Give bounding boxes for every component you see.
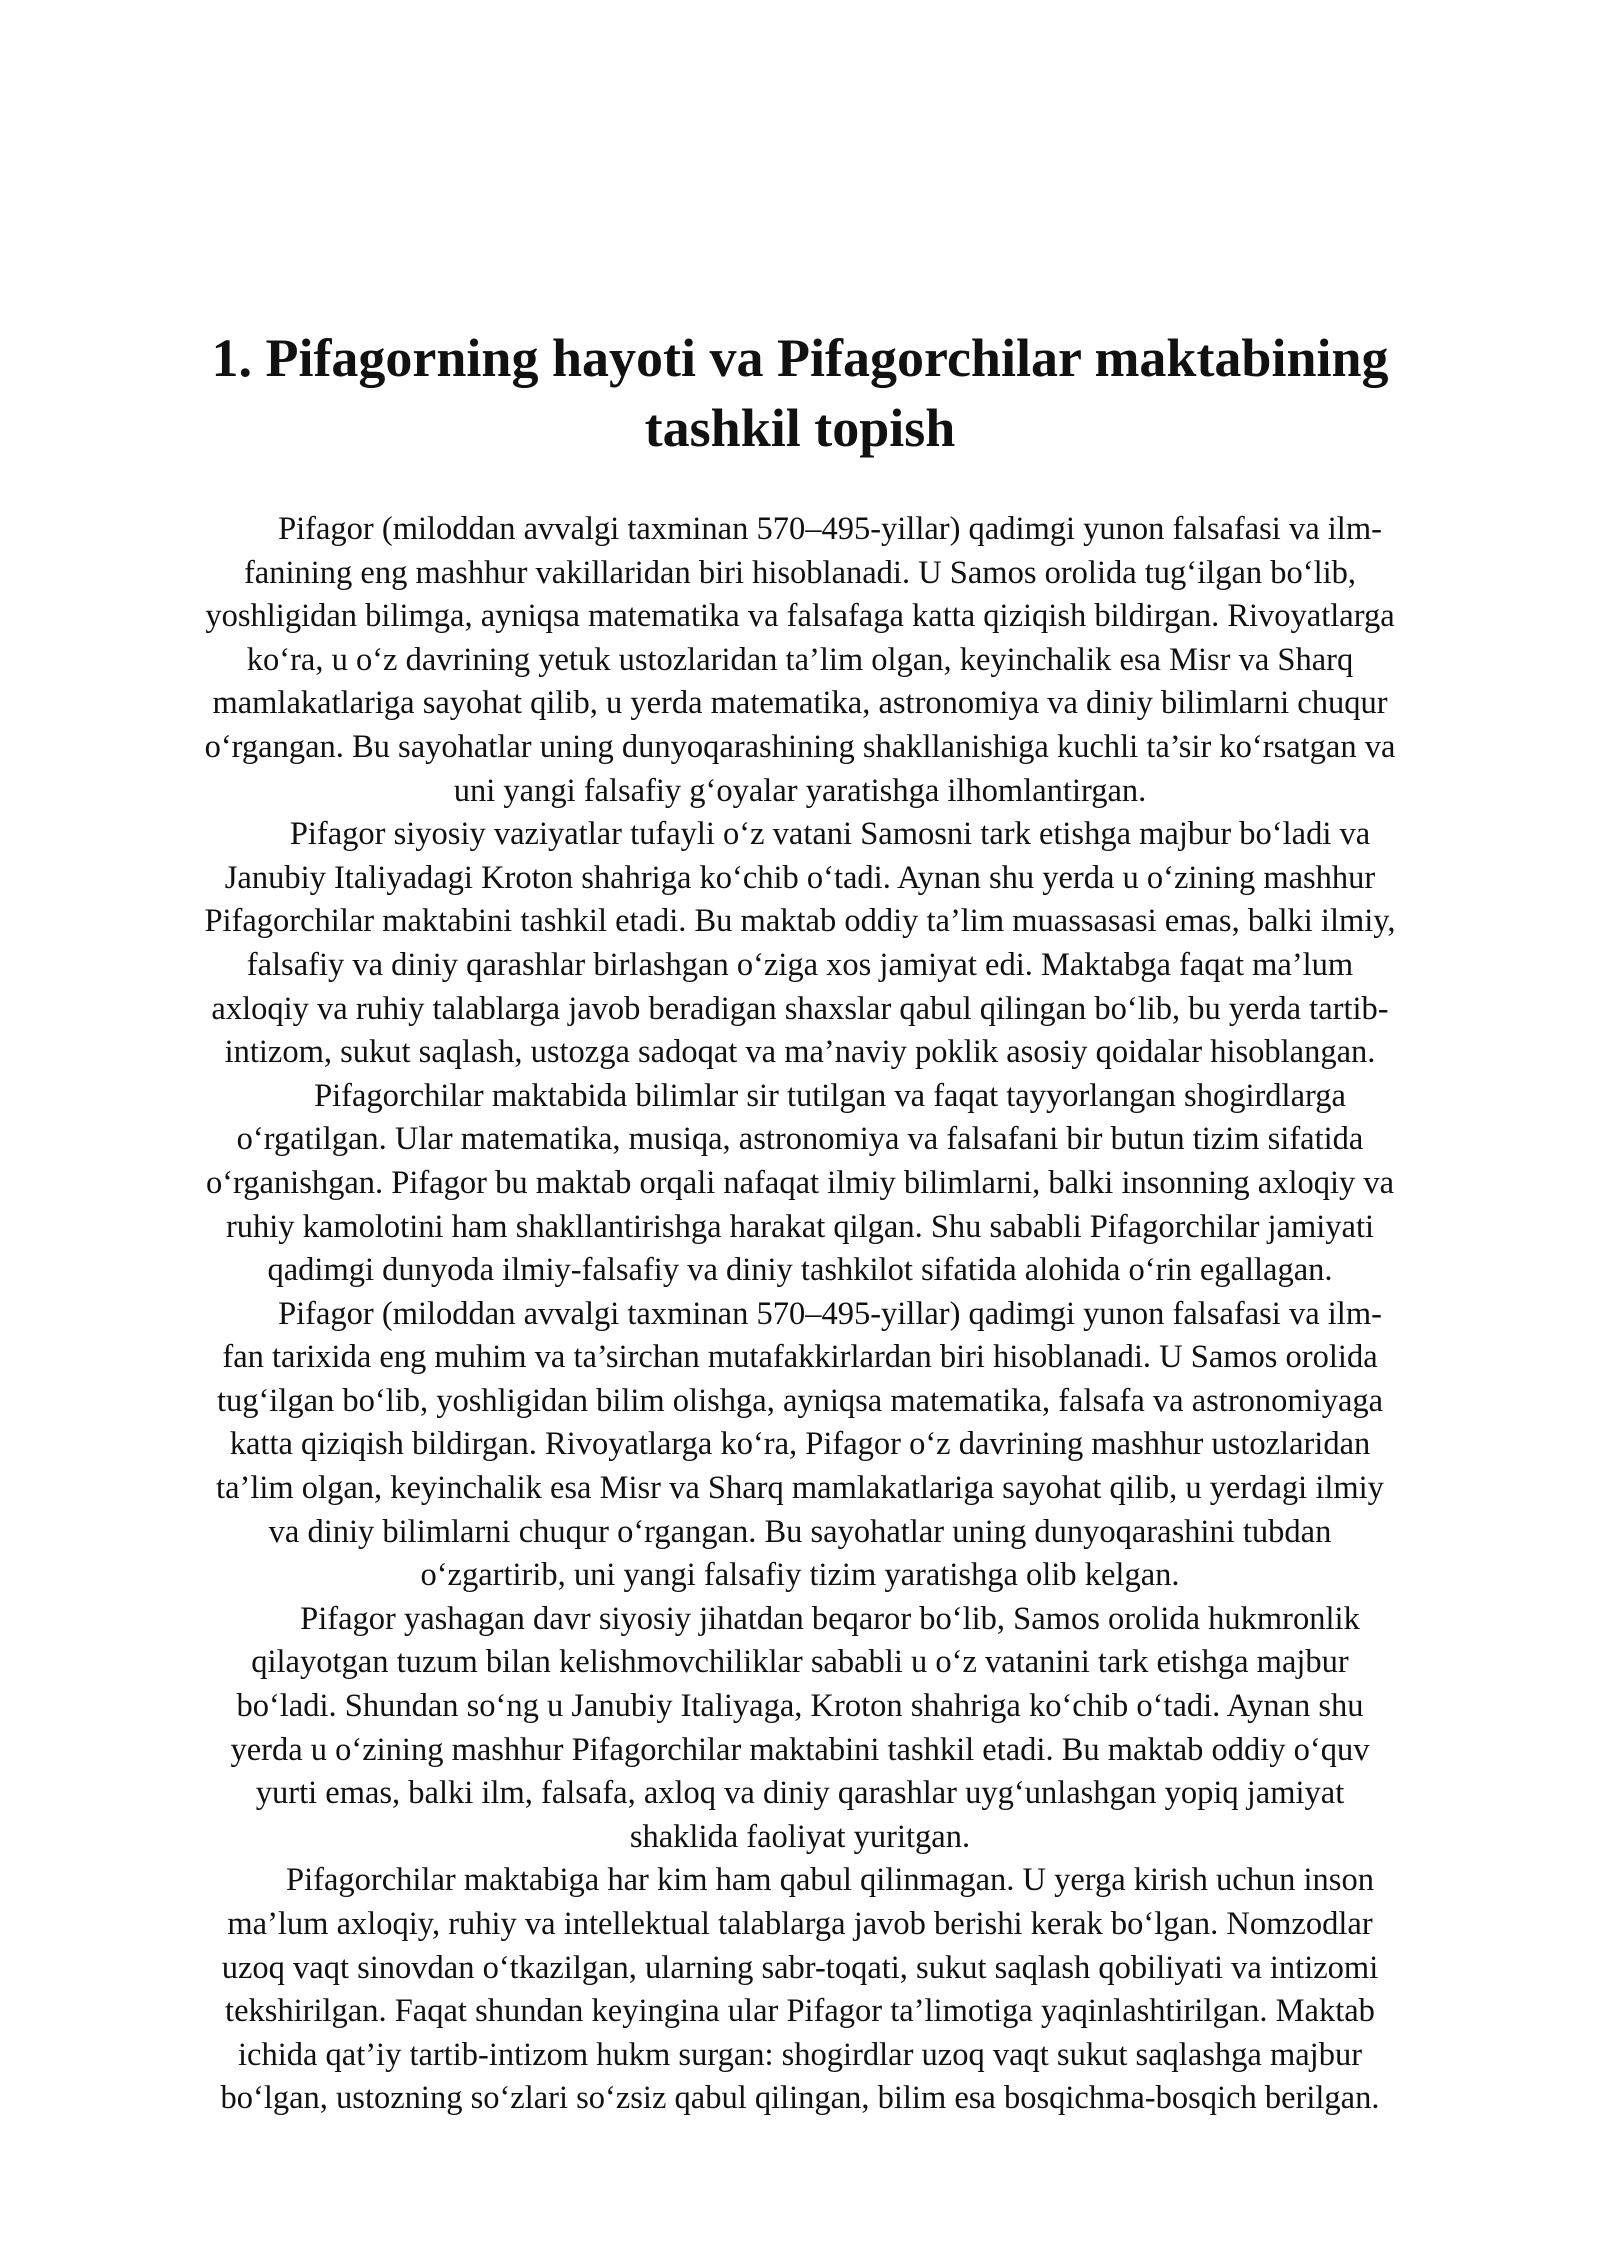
text-line: intizom, sukut saqlash, ustozga sadoqat va ma’naviy poklik asosiy qoidalar hisoblangan. [224, 1034, 1376, 1071]
text-line: yoshligidan bilimga, ayniqsa matematika va falsafaga katta qiziqish bildirgan. Rivoyatlarga [205, 598, 1395, 635]
text-line: ko‘ra, u o‘z davrining yetuk ustozlaridan ta’lim olgan, keyinchalik esa Misr va Sharq [246, 641, 1354, 678]
text-line: o‘rgatilgan. Ular matematika, musiqa, astronomiya va falsafani bir butun tizim sifatida [236, 1121, 1364, 1158]
text-line: o‘zgartirib, uni yangi falsafiy tizim yaratishga olib kelgan. [420, 1557, 1180, 1594]
text-line: ichida qat’iy tartib-intizom hukm surgan: shogirdlar uzoq vaqt sukut saqlashga majbur [237, 2036, 1363, 2073]
text-line: shaklida faoliyat yuritgan. [629, 1818, 971, 1855]
text-line: o‘rgangan. Bu sayohatlar uning dunyoqarashining shakllanishiga kuchli ta’sir ko‘rsatgan va [204, 728, 1396, 765]
text-line: Pifagorchilar maktabiga har kim ham qabul qilinmagan. U yerga kirish uchun inson [286, 1862, 1374, 1899]
text-line: bo‘ladi. Shundan so‘ng u Janubiy Italiyaga, Kroton shahriga ko‘chib o‘tadi. Aynan shu [236, 1688, 1364, 1725]
text-line: fan tarixida eng muhim va ta’sirchan mutafakkirlardan biri hisoblanadi. U Samos orolida [222, 1339, 1378, 1376]
text-line: katta qiziqish bildirgan. Rivoyatlarga ko‘ra, Pifagor o‘z davrining mashhur ustozlaridan [229, 1426, 1371, 1463]
text-line: Pifagor siyosiy vaziyatlar tufayli o‘z vatani Samosni tark etishga majbur bo‘ladi va [289, 816, 1371, 853]
text-line: va diniy bilimlarni chuqur o‘rgangan. Bu sayohatlar uning dunyoqarashini tubdan [268, 1513, 1332, 1550]
text-line: Pifagorchilar maktabida bilimlar sir tutilgan va faqat tayyorlangan shogirdlarga [314, 1077, 1346, 1114]
text-line: ruhiy kamolotini ham shakllantirishga harakat qilgan. Shu sababli Pifagorchilar jamiyati [225, 1208, 1375, 1245]
text-line: ma’lum axloqiy, ruhiy va intellektual talablarga javob berishi kerak bo‘lgan. Nomzodlar [227, 1906, 1373, 1942]
text-line: Pifagor (miloddan avvalgi taxminan 570–495-yillar) qadimgi yunon falsafasi va ilm- [278, 511, 1382, 547]
text-line: ta’lim olgan, keyinchalik esa Misr va Sharq mamlakatlariga sayohat qilib, u yerdagi ilmiy [216, 1470, 1384, 1507]
text-line: axloqiy va ruhiy talablarga javob beradigan shaxslar qabul qilingan bo‘lib, bu yerda tartib- [211, 990, 1389, 1027]
title-line: 1. Pifagorning hayoti va Pifagorchilar maktabining [211, 328, 1389, 388]
text-line: Pifagorchilar maktabini tashkil etadi. Bu maktab oddiy ta’lim muassasasi emas, balki ilmiy, [204, 903, 1396, 940]
text-line: yurti emas, balki ilm, falsafa, axloq va diniy qarashlar uyg‘unlashgan yopiq jamiyat [255, 1775, 1345, 1812]
page-title [140, 323, 1460, 463]
text-line: qilayotgan tuzum bilan kelishmovchiliklar sababli u o‘z vatanini tark etishga majbur [251, 1644, 1349, 1681]
text-line: mamlakatlariga sayohat qilib, u yerda matematika, astronomiya va diniy bilimlarni chuqur [212, 685, 1388, 722]
text-line: Janubiy Italiyadagi Kroton shahriga ko‘chib o‘tadi. Aynan shu yerda u o‘zining mashhur [224, 859, 1376, 896]
text-line: o‘rganishgan. Pifagor bu maktab orqali nafaqat ilmiy bilimlarni, balki insonning axloqiy va [205, 1164, 1395, 1201]
text-line: uzoq vaqt sinovdan o‘tkazilgan, ularning sabr-toqati, sukut saqlash qobiliyati va intizomi [221, 1949, 1379, 1986]
text-line: tekshirilgan. Faqat shundan keyingina ular Pifagor ta’limotiga yaqinlashtirilgan. Maktab [225, 1993, 1375, 2030]
text-line: Pifagor (miloddan avvalgi taxminan 570–495-yillar) qadimgi yunon falsafasi va ilm- [278, 1295, 1382, 1332]
text-line: tug‘ilgan bo‘lib, yoshligidan bilim olishga, ayniqsa matematika, falsafa va astronomiyaga [216, 1382, 1384, 1419]
body-text [96, 508, 1504, 2121]
text-line: yerda u o‘zining mashhur Pifagorchilar maktabini tashkil etadi. Bu maktab oddiy o‘quv [230, 1731, 1370, 1768]
text-line: bo‘lgan, ustozning so‘zlari so‘zsiz qabul qilingan, bilim esa bosqichma-bosqich berilgan. [220, 2080, 1380, 2117]
text-line: fanining eng mashhur vakillaridan biri hisoblanadi. U Samos orolida tug‘ilgan bo‘lib, [243, 554, 1356, 591]
text-line: Pifagor yashagan davr siyosiy jihatdan beqaror bo‘lib, Samos orolida hukmronlik [300, 1600, 1360, 1637]
title-line: tashkil topish [644, 398, 956, 458]
text-line: uni yangi falsafiy g‘oyalar yaratishga ilhomlantirgan. [453, 772, 1147, 809]
text-line: qadimgi dunyoda ilmiy-falsafiy va diniy tashkilot sifatida alohida o‘rin egallagan. [267, 1252, 1333, 1289]
text-line: falsafiy va diniy qarashlar birlashgan o‘ziga xos jamiyat edi. Maktabga faqat ma’lum [246, 946, 1354, 983]
